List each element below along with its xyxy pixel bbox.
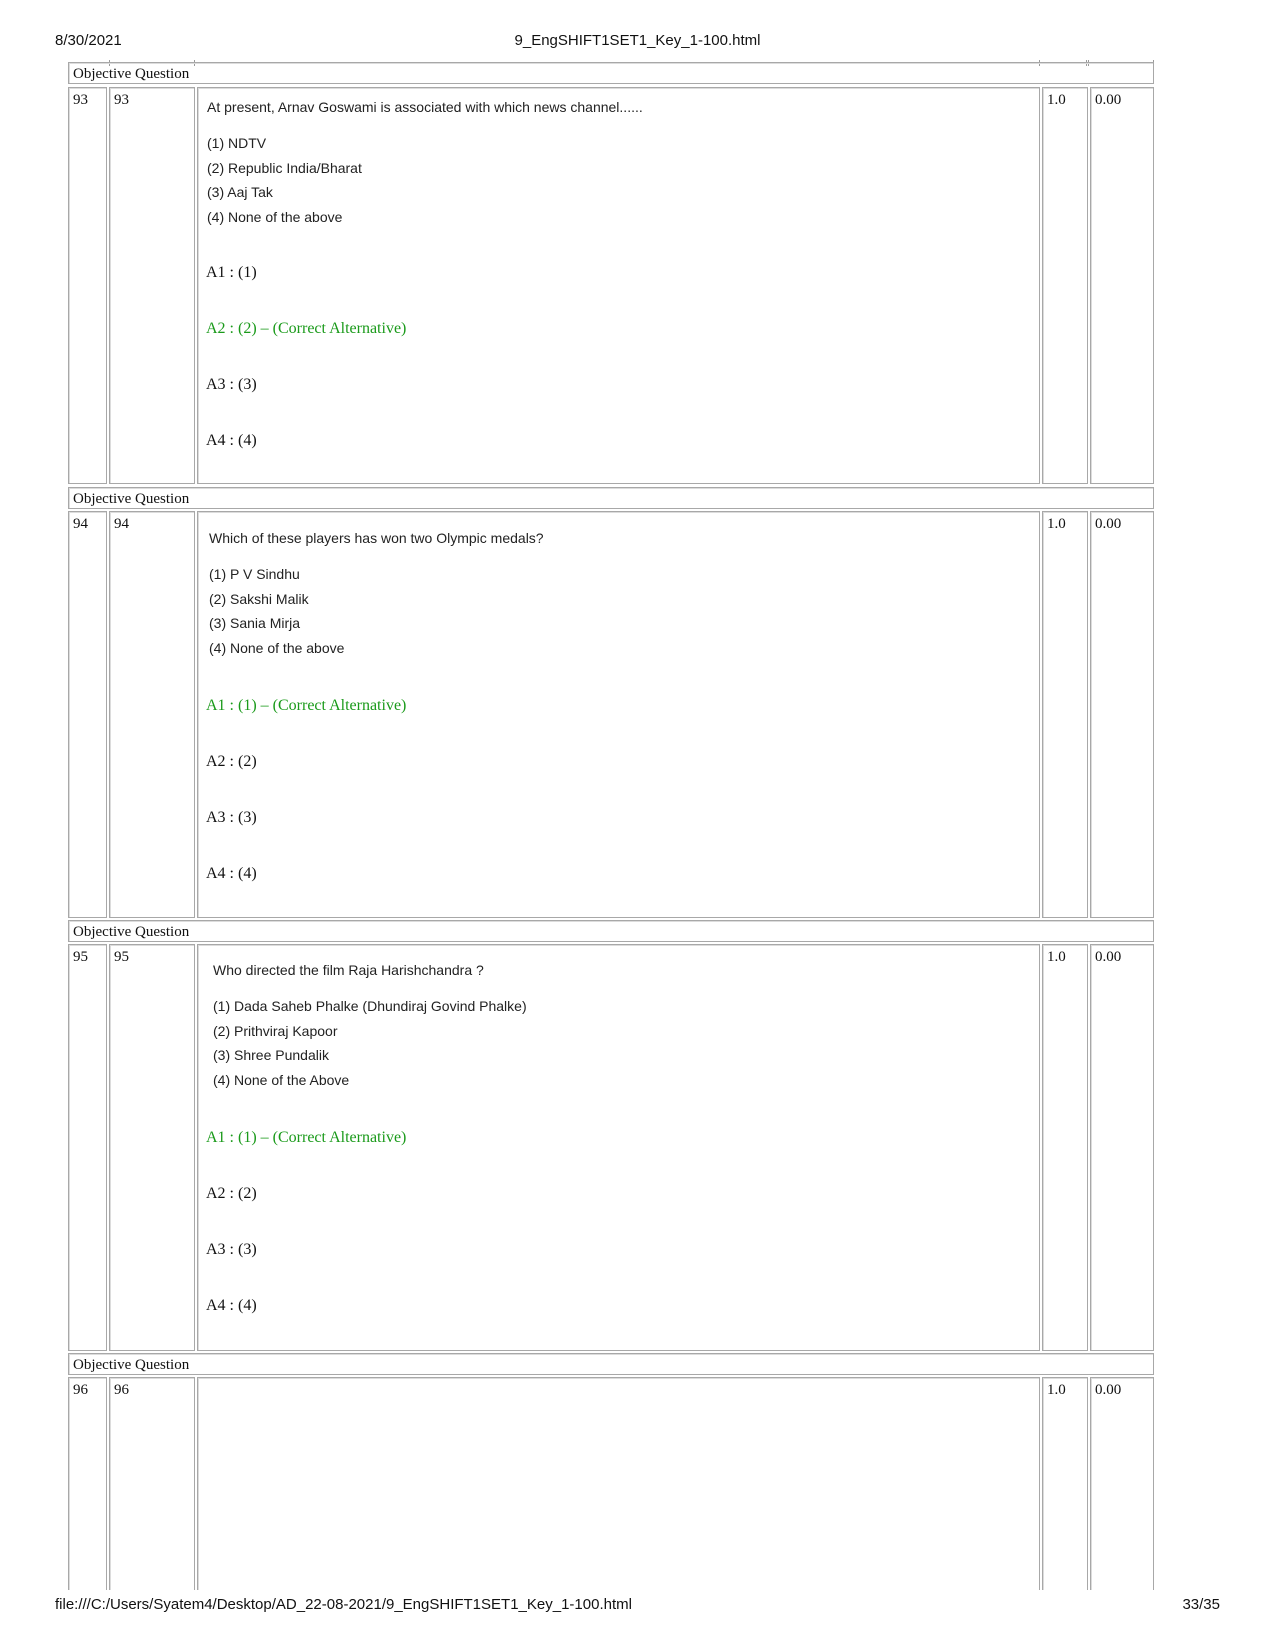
answer-4: A4 : (4) (206, 1297, 257, 1314)
question-type-label: Objective Question (73, 924, 190, 940)
question-body-cell (197, 1377, 1040, 1590)
answer-key-table (68, 60, 1214, 1590)
option-4: (4) None of the above (207, 209, 343, 225)
print-header (55, 32, 1220, 52)
question-type-label: Objective Question (73, 1357, 190, 1373)
question-text: Who directed the film Raja Harishchandra ? (213, 962, 484, 978)
question-id-cell (109, 87, 195, 484)
marks: 1.0 (1047, 949, 1066, 965)
option-1: (1) NDTV (207, 135, 267, 151)
negative-marks: 0.00 (1095, 1382, 1122, 1398)
sr-no: 94 (73, 516, 88, 532)
answer-2: A2 : (2) (206, 753, 257, 770)
answer-2-correct: A2 : (2) – (Correct Alternative) (206, 320, 407, 337)
file-url: file:///C:/Users/Syatem4/Desktop/AD_22-08-2021/9_EngSHIFT1SET1_Key_1-100.html (55, 1596, 632, 1613)
answer-1-correct: A1 : (1) – (Correct Alternative) (206, 1129, 407, 1146)
question-text: At present, Arnav Goswami is associated with which news channel...... (207, 99, 643, 115)
option-3: (3) Shree Pundalik (213, 1047, 329, 1063)
question-type-row (68, 920, 1154, 942)
print-footer (55, 1596, 1220, 1616)
answer-3: A3 : (3) (206, 1241, 257, 1258)
sr-no-cell (68, 1377, 107, 1590)
print-date: 8/30/2021 (55, 32, 122, 49)
answer-4: A4 : (4) (206, 432, 257, 449)
answer-3: A3 : (3) (206, 376, 257, 393)
option-3: (3) Sania Mirja (209, 615, 301, 631)
question-id: 94 (114, 516, 129, 532)
question-id-cell (109, 511, 195, 918)
marks-cell (1042, 944, 1088, 1351)
option-4: (4) None of the Above (213, 1072, 350, 1088)
option-1: (1) P V Sindhu (209, 566, 300, 582)
question-type-label: Objective Question (73, 66, 190, 82)
answer-3: A3 : (3) (206, 809, 257, 826)
question-body-cell (197, 944, 1040, 1351)
marks: 1.0 (1047, 92, 1066, 108)
marks-cell (1042, 87, 1088, 484)
sr-no: 95 (73, 949, 88, 965)
question-id-cell (109, 944, 195, 1351)
negative-marks-cell (1090, 511, 1154, 918)
answer-1-correct: A1 : (1) – (Correct Alternative) (206, 697, 407, 714)
answer-4: A4 : (4) (206, 865, 257, 882)
question-body-cell (197, 87, 1040, 484)
option-2: (2) Sakshi Malik (209, 591, 309, 607)
option-3: (3) Aaj Tak (207, 184, 273, 200)
negative-marks-cell (1090, 1377, 1154, 1590)
question-type-row (68, 1353, 1154, 1375)
sr-no-cell (68, 87, 107, 484)
question-type-row (68, 487, 1154, 509)
question-type-label: Objective Question (73, 491, 190, 507)
sr-no: 93 (73, 92, 88, 108)
negative-marks: 0.00 (1095, 516, 1122, 532)
question-id-cell (109, 1377, 195, 1590)
option-2: (2) Prithviraj Kapoor (213, 1023, 338, 1039)
negative-marks-cell (1090, 87, 1154, 484)
document-title: 9_EngSHIFT1SET1_Key_1-100.html (514, 32, 761, 49)
negative-marks: 0.00 (1095, 949, 1122, 965)
option-1: (1) Dada Saheb Phalke (Dhundiraj Govind Phalke) (213, 998, 527, 1014)
question-type-row (68, 62, 1154, 84)
sr-no-cell (68, 944, 107, 1351)
question-body-cell (197, 511, 1040, 918)
negative-marks: 0.00 (1095, 92, 1122, 108)
option-4: (4) None of the above (209, 640, 345, 656)
question-id: 96 (114, 1382, 129, 1398)
marks-cell (1042, 1377, 1088, 1590)
question-id: 95 (114, 949, 129, 965)
question-text: Which of these players has won two Olympic medals? (209, 530, 544, 546)
negative-marks-cell (1090, 944, 1154, 1351)
marks: 1.0 (1047, 516, 1066, 532)
option-2: (2) Republic India/Bharat (207, 160, 362, 176)
marks-cell (1042, 511, 1088, 918)
sr-no: 96 (73, 1382, 88, 1398)
sr-no-cell (68, 511, 107, 918)
question-id: 93 (114, 92, 129, 108)
answer-2: A2 : (2) (206, 1185, 257, 1202)
marks: 1.0 (1047, 1382, 1066, 1398)
page-number: 33/35 (1182, 1596, 1220, 1613)
answer-1: A1 : (1) (206, 264, 257, 281)
